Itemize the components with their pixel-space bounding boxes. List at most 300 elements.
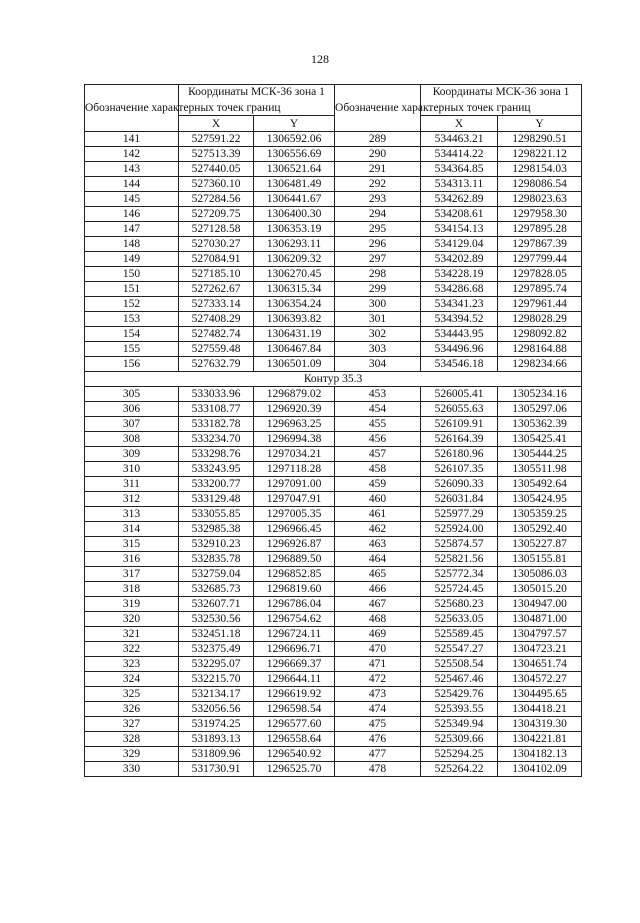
y-right: 1297895.74 — [498, 282, 582, 297]
y-right: 1305444.25 — [498, 447, 582, 462]
point-id-left: 154 — [85, 327, 179, 342]
x-left: 533200.77 — [179, 477, 254, 492]
point-id-left: 330 — [85, 762, 179, 777]
point-id-right: 470 — [335, 642, 421, 657]
point-id-right: 465 — [335, 567, 421, 582]
y-right: 1305425.41 — [498, 432, 582, 447]
y-left: 1306315.34 — [254, 282, 335, 297]
y-left: 1296577.60 — [254, 717, 335, 732]
header-x-left: X — [179, 116, 254, 132]
y-left: 1297005.35 — [254, 507, 335, 522]
point-id-left: 324 — [85, 672, 179, 687]
point-id-right: 454 — [335, 402, 421, 417]
y-right: 1304572.27 — [498, 672, 582, 687]
x-left: 527128.58 — [179, 222, 254, 237]
table-row — [85, 642, 582, 657]
x-left: 532134.17 — [179, 687, 254, 702]
y-left: 1296963.25 — [254, 417, 335, 432]
y-left: 1296525.70 — [254, 762, 335, 777]
point-id-left: 147 — [85, 222, 179, 237]
x-left: 527209.75 — [179, 207, 254, 222]
point-id-right: 295 — [335, 222, 421, 237]
point-id-left: 152 — [85, 297, 179, 312]
y-right: 1298028.29 — [498, 312, 582, 327]
table-row — [85, 552, 582, 567]
y-right: 1297867.39 — [498, 237, 582, 252]
x-right: 534313.11 — [421, 177, 498, 192]
table-row — [85, 402, 582, 417]
y-right: 1297961.44 — [498, 297, 582, 312]
x-left: 532375.49 — [179, 642, 254, 657]
x-left: 531974.25 — [179, 717, 254, 732]
table-row — [85, 537, 582, 552]
y-right: 1298164.88 — [498, 342, 582, 357]
x-right: 526090.33 — [421, 477, 498, 492]
point-id-left: 306 — [85, 402, 179, 417]
y-left: 1297091.00 — [254, 477, 335, 492]
y-left: 1306592.06 — [254, 132, 335, 147]
y-left: 1306521.64 — [254, 162, 335, 177]
table-row — [85, 282, 582, 297]
x-right: 525393.55 — [421, 702, 498, 717]
y-left: 1306467.84 — [254, 342, 335, 357]
x-left: 532910.23 — [179, 537, 254, 552]
x-right: 525294.25 — [421, 747, 498, 762]
x-left: 533243.95 — [179, 462, 254, 477]
page-number: 128 — [311, 52, 329, 66]
y-left: 1306209.32 — [254, 252, 335, 267]
header-coords-right: Координаты МСК-36 зона 1 — [421, 85, 582, 116]
point-id-right: 300 — [335, 297, 421, 312]
x-right: 534463.21 — [421, 132, 498, 147]
point-id-right: 453 — [335, 387, 421, 402]
table-row — [85, 162, 582, 177]
y-left: 1297118.28 — [254, 462, 335, 477]
y-left: 1306270.45 — [254, 267, 335, 282]
y-right: 1305015.20 — [498, 582, 582, 597]
x-left: 532607.71 — [179, 597, 254, 612]
point-id-right: 289 — [335, 132, 421, 147]
point-id-left: 149 — [85, 252, 179, 267]
header-y-right: Y — [498, 116, 582, 132]
x-left: 527513.39 — [179, 147, 254, 162]
table-row — [85, 222, 582, 237]
point-id-right: 301 — [335, 312, 421, 327]
table-row — [85, 297, 582, 312]
x-right: 525467.46 — [421, 672, 498, 687]
point-id-right: 458 — [335, 462, 421, 477]
x-right: 534394.52 — [421, 312, 498, 327]
x-left: 533108.77 — [179, 402, 254, 417]
point-id-right: 303 — [335, 342, 421, 357]
y-right: 1298234.66 — [498, 357, 582, 372]
header-y-left: Y — [254, 116, 335, 132]
point-id-right: 475 — [335, 717, 421, 732]
point-id-left: 156 — [85, 357, 179, 372]
point-id-left: 145 — [85, 192, 179, 207]
x-right: 525309.66 — [421, 732, 498, 747]
y-right: 1304871.00 — [498, 612, 582, 627]
x-right: 534129.04 — [421, 237, 498, 252]
table-row — [85, 132, 582, 147]
y-left: 1296540.92 — [254, 747, 335, 762]
table-row — [85, 612, 582, 627]
y-right: 1305359.25 — [498, 507, 582, 522]
table-row — [85, 522, 582, 537]
point-id-left: 150 — [85, 267, 179, 282]
table-row — [85, 432, 582, 447]
y-right: 1298290.51 — [498, 132, 582, 147]
x-left: 533234.70 — [179, 432, 254, 447]
x-right: 525772.34 — [421, 567, 498, 582]
point-id-right: 294 — [335, 207, 421, 222]
table-row — [85, 417, 582, 432]
point-id-right: 460 — [335, 492, 421, 507]
header-x-right: X — [421, 116, 498, 132]
table-row — [85, 657, 582, 672]
y-right: 1298023.63 — [498, 192, 582, 207]
header-coords-left: Координаты МСК-36 зона 1 — [179, 85, 335, 116]
x-right: 526107.35 — [421, 462, 498, 477]
table-row — [85, 177, 582, 192]
y-right: 1304182.13 — [498, 747, 582, 762]
point-id-right: 476 — [335, 732, 421, 747]
table-row — [85, 312, 582, 327]
table-row — [85, 147, 582, 162]
point-id-right: 463 — [335, 537, 421, 552]
point-id-right: 297 — [335, 252, 421, 267]
point-id-right: 290 — [335, 147, 421, 162]
x-right: 525508.54 — [421, 657, 498, 672]
y-left: 1306501.09 — [254, 357, 335, 372]
y-right: 1297958.30 — [498, 207, 582, 222]
y-left: 1296696.71 — [254, 642, 335, 657]
table-row — [85, 357, 582, 372]
x-right: 525821.56 — [421, 552, 498, 567]
y-left: 1306353.19 — [254, 222, 335, 237]
x-left: 527185.10 — [179, 267, 254, 282]
x-right: 525874.57 — [421, 537, 498, 552]
x-left: 532295.07 — [179, 657, 254, 672]
point-id-right: 304 — [335, 357, 421, 372]
table-body — [85, 132, 582, 777]
point-id-left: 153 — [85, 312, 179, 327]
point-id-left: 307 — [85, 417, 179, 432]
y-left: 1296994.38 — [254, 432, 335, 447]
point-id-left: 155 — [85, 342, 179, 357]
y-right: 1298092.82 — [498, 327, 582, 342]
x-left: 533055.85 — [179, 507, 254, 522]
section-title-row — [85, 372, 582, 387]
point-id-left: 322 — [85, 642, 179, 657]
section-title: Контур 35.3 — [85, 372, 582, 387]
table-row — [85, 252, 582, 267]
table-row — [85, 342, 582, 357]
point-id-left: 325 — [85, 687, 179, 702]
x-right: 525977.29 — [421, 507, 498, 522]
x-left: 527284.56 — [179, 192, 254, 207]
y-right: 1297828.05 — [498, 267, 582, 282]
point-id-left: 142 — [85, 147, 179, 162]
point-id-left: 320 — [85, 612, 179, 627]
point-id-right: 478 — [335, 762, 421, 777]
x-right: 526109.91 — [421, 417, 498, 432]
table-row — [85, 492, 582, 507]
point-id-left: 313 — [85, 507, 179, 522]
x-left: 532215.70 — [179, 672, 254, 687]
x-left: 532759.04 — [179, 567, 254, 582]
x-right: 525547.27 — [421, 642, 498, 657]
point-id-left: 308 — [85, 432, 179, 447]
point-id-left: 318 — [85, 582, 179, 597]
y-right: 1298221.12 — [498, 147, 582, 162]
x-right: 534208.61 — [421, 207, 498, 222]
y-right: 1305292.40 — [498, 522, 582, 537]
x-left: 527030.27 — [179, 237, 254, 252]
y-left: 1296558.64 — [254, 732, 335, 747]
point-id-left: 148 — [85, 237, 179, 252]
table-row — [85, 462, 582, 477]
x-left: 531893.13 — [179, 732, 254, 747]
x-left: 527559.48 — [179, 342, 254, 357]
y-right: 1305086.03 — [498, 567, 582, 582]
x-right: 525429.76 — [421, 687, 498, 702]
point-id-right: 473 — [335, 687, 421, 702]
point-id-right: 298 — [335, 267, 421, 282]
y-left: 1297034.21 — [254, 447, 335, 462]
table-row — [85, 507, 582, 522]
x-left: 527333.14 — [179, 297, 254, 312]
point-id-right: 477 — [335, 747, 421, 762]
y-left: 1296669.37 — [254, 657, 335, 672]
x-right: 534228.19 — [421, 267, 498, 282]
x-right: 534202.89 — [421, 252, 498, 267]
y-right: 1305227.87 — [498, 537, 582, 552]
point-id-right: 474 — [335, 702, 421, 717]
point-id-left: 323 — [85, 657, 179, 672]
table-row — [85, 747, 582, 762]
y-left: 1296819.60 — [254, 582, 335, 597]
point-id-left: 146 — [85, 207, 179, 222]
table-row — [85, 627, 582, 642]
x-right: 534154.13 — [421, 222, 498, 237]
point-id-right: 455 — [335, 417, 421, 432]
point-id-left: 314 — [85, 522, 179, 537]
x-left: 533129.48 — [179, 492, 254, 507]
point-id-right: 456 — [335, 432, 421, 447]
x-right: 534546.18 — [421, 357, 498, 372]
y-right: 1304418.21 — [498, 702, 582, 717]
x-left: 533298.76 — [179, 447, 254, 462]
point-id-right: 461 — [335, 507, 421, 522]
y-right: 1304319.30 — [498, 717, 582, 732]
header-point-label-left: Обозначение характерных точек границ — [85, 85, 179, 132]
point-id-left: 143 — [85, 162, 179, 177]
y-left: 1296724.11 — [254, 627, 335, 642]
x-right: 534364.85 — [421, 162, 498, 177]
y-left: 1296966.45 — [254, 522, 335, 537]
point-id-left: 305 — [85, 387, 179, 402]
header-point-label-right: Обозначение характерных точек границ — [335, 85, 421, 132]
y-left: 1296852.85 — [254, 567, 335, 582]
y-left: 1296619.92 — [254, 687, 335, 702]
point-id-left: 144 — [85, 177, 179, 192]
table-row — [85, 267, 582, 282]
x-right: 525633.05 — [421, 612, 498, 627]
x-right: 525724.45 — [421, 582, 498, 597]
y-right: 1298086.54 — [498, 177, 582, 192]
y-right: 1304723.21 — [498, 642, 582, 657]
x-left: 532835.78 — [179, 552, 254, 567]
y-left: 1306556.69 — [254, 147, 335, 162]
point-id-left: 312 — [85, 492, 179, 507]
y-left: 1306354.24 — [254, 297, 335, 312]
y-left: 1306400.30 — [254, 207, 335, 222]
point-id-right: 471 — [335, 657, 421, 672]
table-row — [85, 702, 582, 717]
x-left: 532985.38 — [179, 522, 254, 537]
point-id-left: 317 — [85, 567, 179, 582]
x-right: 526180.96 — [421, 447, 498, 462]
y-left: 1296786.04 — [254, 597, 335, 612]
table-row — [85, 447, 582, 462]
y-left: 1296598.54 — [254, 702, 335, 717]
x-right: 526005.41 — [421, 387, 498, 402]
table-row — [85, 597, 582, 612]
y-right: 1304221.81 — [498, 732, 582, 747]
y-right: 1304947.00 — [498, 597, 582, 612]
x-left: 527440.05 — [179, 162, 254, 177]
x-right: 525680.23 — [421, 597, 498, 612]
y-right: 1298154.03 — [498, 162, 582, 177]
point-id-right: 299 — [335, 282, 421, 297]
x-right: 534262.89 — [421, 192, 498, 207]
x-right: 525264.22 — [421, 762, 498, 777]
x-right: 525924.00 — [421, 522, 498, 537]
point-id-left: 316 — [85, 552, 179, 567]
table-row — [85, 477, 582, 492]
y-left: 1296920.39 — [254, 402, 335, 417]
y-right: 1297799.44 — [498, 252, 582, 267]
y-left: 1306481.49 — [254, 177, 335, 192]
point-id-right: 291 — [335, 162, 421, 177]
y-right: 1305511.98 — [498, 462, 582, 477]
x-left: 532451.18 — [179, 627, 254, 642]
y-left: 1306431.19 — [254, 327, 335, 342]
x-left: 531730.91 — [179, 762, 254, 777]
point-id-left: 311 — [85, 477, 179, 492]
y-right: 1305424.95 — [498, 492, 582, 507]
y-left: 1296879.02 — [254, 387, 335, 402]
x-left: 527360.10 — [179, 177, 254, 192]
x-right: 525589.45 — [421, 627, 498, 642]
x-right: 525349.94 — [421, 717, 498, 732]
point-id-right: 462 — [335, 522, 421, 537]
x-right: 534341.23 — [421, 297, 498, 312]
coordinates-table — [84, 84, 582, 777]
table-row — [85, 207, 582, 222]
table-row — [85, 672, 582, 687]
point-id-right: 466 — [335, 582, 421, 597]
point-id-left: 315 — [85, 537, 179, 552]
point-id-right: 302 — [335, 327, 421, 342]
table-row — [85, 762, 582, 777]
x-right: 526055.63 — [421, 402, 498, 417]
y-left: 1306293.11 — [254, 237, 335, 252]
point-id-right: 467 — [335, 597, 421, 612]
table-row — [85, 717, 582, 732]
x-left: 532685.73 — [179, 582, 254, 597]
x-left: 527591.22 — [179, 132, 254, 147]
point-id-right: 459 — [335, 477, 421, 492]
y-right: 1305297.06 — [498, 402, 582, 417]
x-right: 526031.84 — [421, 492, 498, 507]
y-right: 1297895.28 — [498, 222, 582, 237]
y-right: 1305155.81 — [498, 552, 582, 567]
y-right: 1304495.65 — [498, 687, 582, 702]
point-id-right: 468 — [335, 612, 421, 627]
point-id-left: 310 — [85, 462, 179, 477]
point-id-right: 292 — [335, 177, 421, 192]
x-right: 534286.68 — [421, 282, 498, 297]
x-left: 533182.78 — [179, 417, 254, 432]
x-left: 527482.74 — [179, 327, 254, 342]
table-row — [85, 582, 582, 597]
y-right: 1305234.16 — [498, 387, 582, 402]
x-right: 534496.96 — [421, 342, 498, 357]
x-left: 532056.56 — [179, 702, 254, 717]
point-id-left: 141 — [85, 132, 179, 147]
point-id-right: 296 — [335, 237, 421, 252]
point-id-left: 321 — [85, 627, 179, 642]
point-id-right: 469 — [335, 627, 421, 642]
table-row — [85, 387, 582, 402]
x-left: 527262.67 — [179, 282, 254, 297]
y-right: 1304102.09 — [498, 762, 582, 777]
y-left: 1306393.82 — [254, 312, 335, 327]
y-left: 1306441.67 — [254, 192, 335, 207]
y-left: 1296889.50 — [254, 552, 335, 567]
point-id-right: 293 — [335, 192, 421, 207]
y-right: 1305492.64 — [498, 477, 582, 492]
x-left: 533033.96 — [179, 387, 254, 402]
x-left: 527632.79 — [179, 357, 254, 372]
point-id-right: 464 — [335, 552, 421, 567]
x-left: 527084.91 — [179, 252, 254, 267]
point-id-right: 457 — [335, 447, 421, 462]
y-left: 1296754.62 — [254, 612, 335, 627]
point-id-left: 326 — [85, 702, 179, 717]
y-right: 1304651.74 — [498, 657, 582, 672]
x-left: 527408.29 — [179, 312, 254, 327]
table-row — [85, 192, 582, 207]
x-left: 531809.96 — [179, 747, 254, 762]
x-right: 534414.22 — [421, 147, 498, 162]
y-left: 1296926.87 — [254, 537, 335, 552]
x-left: 532530.56 — [179, 612, 254, 627]
y-right: 1304797.57 — [498, 627, 582, 642]
x-right: 534443.95 — [421, 327, 498, 342]
point-id-left: 309 — [85, 447, 179, 462]
table-row — [85, 237, 582, 252]
y-right: 1305362.39 — [498, 417, 582, 432]
point-id-left: 328 — [85, 732, 179, 747]
table-row — [85, 567, 582, 582]
y-left: 1297047.91 — [254, 492, 335, 507]
table-row — [85, 687, 582, 702]
table-row — [85, 732, 582, 747]
table-row — [85, 327, 582, 342]
